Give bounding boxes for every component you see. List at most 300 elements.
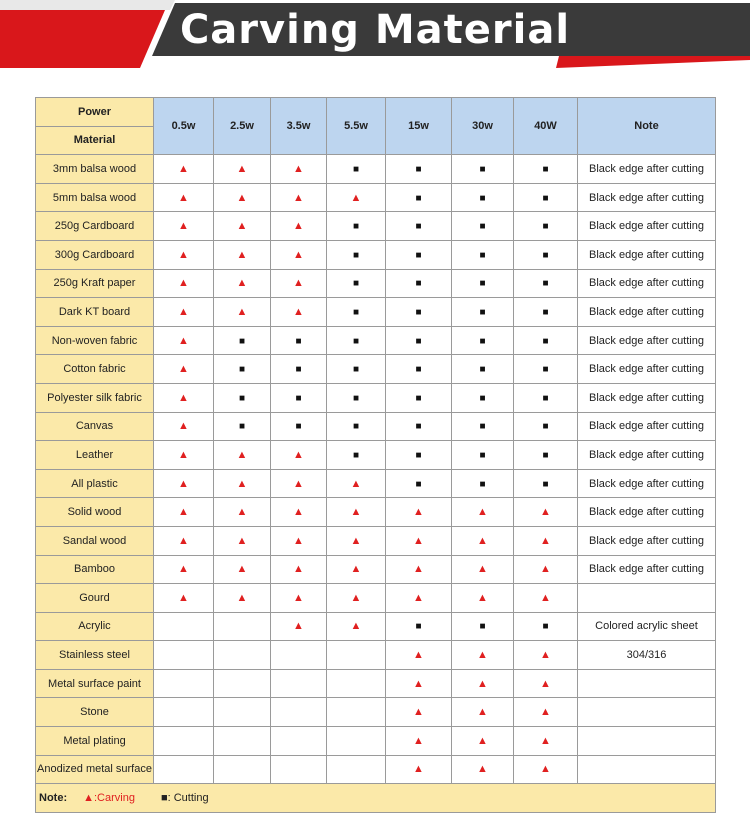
capability-cell [514,498,578,527]
capability-cell [327,412,386,441]
cutting-icon: ■ [295,421,302,433]
capability-cell [271,727,327,756]
cutting-icon: ■ [542,306,549,318]
capability-cell [327,727,386,756]
table-row [36,355,716,384]
material-cell: Non-woven fabric [36,326,154,355]
capability-cell [214,698,271,727]
note-cell: 304/316 [578,641,716,670]
capability-cell [214,412,271,441]
capability-cell [452,355,514,384]
capability-cell [452,498,514,527]
table-row [36,383,716,412]
capability-cell [327,269,386,298]
material-cell: Acrylic [36,612,154,641]
carving-icon: ▲ [178,448,189,461]
capability-cell [271,555,327,584]
capability-cell [386,469,452,498]
capability-cell [154,355,214,384]
carving-icon: ▲ [178,220,189,233]
carving-icon: ▲ [236,305,248,318]
legend [36,784,716,813]
note-cell: Black edge after cutting [578,355,716,384]
capability-cell [327,698,386,727]
capability-cell [154,727,214,756]
capability-cell [214,669,271,698]
carving-icon: ▲ [413,734,424,747]
carving-icon: ▲ [236,220,248,233]
cutting-icon: ■ [352,364,360,376]
carving-icon: ▲ [293,277,304,290]
capability-cell [154,698,214,727]
note-cell: Black edge after cutting [578,155,716,184]
table-row [36,183,716,212]
capability-cell [214,755,271,784]
material-cell: Solid wood [36,498,154,527]
cutting-icon: ■ [415,192,422,204]
capability-cell [271,155,327,184]
capability-cell [452,155,514,184]
cutting-icon: ■ [415,221,422,233]
carving-icon: ▲ [178,191,189,204]
capability-cell [327,469,386,498]
capability-cell [154,669,214,698]
material-cell: Bamboo [36,555,154,584]
material-cell: 250g Kraft paper [36,269,154,298]
material-cell: Sandal wood [36,526,154,555]
carving-icon: ▲ [236,162,248,175]
carving-icon: ▲ [178,591,189,604]
power-col-header: 30w [452,98,514,155]
capability-cell [452,669,514,698]
carving-icon: ▲ [293,620,304,633]
capability-cell [271,412,327,441]
capability-cell [514,755,578,784]
material-cell: Metal surface paint [36,669,154,698]
power-col-header: 40W [514,98,578,155]
cutting-icon: ■ [542,621,549,633]
capability-cell [514,240,578,269]
material-cell: Leather [36,441,154,470]
carving-icon: ▲ [477,591,488,604]
capability-cell [514,612,578,641]
cutting-icon: ■ [352,221,360,233]
capability-cell [214,240,271,269]
material-cell: Polyester silk fabric [36,383,154,412]
material-cell: 5mm balsa wood [36,183,154,212]
capability-cell [271,240,327,269]
cutting-icon: ■ [542,192,549,204]
capability-cell [327,326,386,355]
carving-icon: ▲ [413,649,424,662]
capability-cell [386,526,452,555]
cutting-icon: ■ [542,364,549,376]
capability-cell [214,441,271,470]
capability-cell [386,240,452,269]
material-cell: 250g Cardboard [36,212,154,241]
cutting-icon: ■ [542,478,549,490]
capability-cell [214,555,271,584]
material-cell: 3mm balsa wood [36,155,154,184]
capability-cell [271,584,327,613]
capability-cell [214,298,271,327]
capability-cell [154,612,214,641]
capability-cell [271,326,327,355]
capability-cell [214,383,271,412]
carving-icon: ▲ [178,477,189,490]
carving-icon: ▲ [293,506,304,519]
carving-icon: ▲ [178,248,189,261]
table-row [36,212,716,241]
table-row [36,298,716,327]
capability-cell [271,526,327,555]
capability-cell [452,641,514,670]
capability-cell [154,584,214,613]
capability-cell [271,355,327,384]
carving-icon: ▲ [236,191,248,204]
carving-icon: ▲ [477,534,488,547]
capability-cell [214,612,271,641]
cutting-icon: ■ [238,392,246,404]
capability-cell [514,383,578,412]
cutting-icon: ■ [479,278,486,290]
carving-icon: ▲ [236,248,248,261]
carving-icon: ▲ [413,563,424,576]
table-row [36,612,716,641]
cutting-icon: ■ [542,421,549,433]
note-cell: Black edge after cutting [578,269,716,298]
legend-carving: ▲:Carving [83,792,135,805]
note-col-header: Note [578,98,716,155]
legend-cutting: ■: Cutting [160,792,209,805]
capability-cell [271,498,327,527]
capability-cell [514,155,578,184]
capability-cell [154,555,214,584]
carving-icon: ▲ [350,620,362,633]
cutting-icon: ■ [479,163,486,175]
capability-cell [514,326,578,355]
capability-cell [327,383,386,412]
capability-cell [514,526,578,555]
cutting-icon: ■ [479,221,486,233]
title-banner [0,0,750,68]
capability-cell [452,212,514,241]
capability-cell [386,669,452,698]
cutting-icon: ■ [238,335,246,347]
capability-cell [452,727,514,756]
capability-cell [327,183,386,212]
power-col-header: 3.5w [271,98,327,155]
cutting-icon: ■ [238,364,246,376]
carving-icon: ▲ [293,305,304,318]
capability-cell [452,526,514,555]
carving-icon: ▲ [350,563,362,576]
capability-cell [327,555,386,584]
carving-icon: ▲ [293,477,304,490]
page-title: Carving Material [179,7,571,53]
carving-icon: ▲ [236,506,248,519]
capability-cell [514,298,578,327]
capability-cell [514,212,578,241]
capability-cell [327,498,386,527]
legend-note-label: Note: [39,792,68,805]
table-row [36,584,716,613]
carving-icon: ▲ [293,563,304,576]
table-row [36,441,716,470]
capability-cell [452,612,514,641]
header-row [36,98,716,127]
cutting-icon: ■ [479,249,486,261]
capability-cell [271,641,327,670]
capability-cell [514,469,578,498]
carving-icon: ▲ [413,706,424,719]
capability-cell [214,155,271,184]
note-cell: Black edge after cutting [578,326,716,355]
capability-cell [452,326,514,355]
cutting-icon: ■ [479,364,486,376]
capability-cell [154,183,214,212]
capability-cell [154,412,214,441]
capability-cell [514,584,578,613]
capability-cell [386,441,452,470]
cutting-icon: ■ [238,421,246,433]
carving-icon: ▲ [540,763,551,776]
cutting-icon: ■ [479,335,486,347]
cutting-icon: ■ [352,249,360,261]
capability-cell [514,727,578,756]
note-cell: Black edge after cutting [578,498,716,527]
cutting-icon: ■ [542,221,549,233]
carving-icon: ▲ [477,563,488,576]
note-cell: Black edge after cutting [578,212,716,241]
carving-icon: ▲ [178,305,189,318]
note-cell: Black edge after cutting [578,526,716,555]
capability-cell [452,269,514,298]
cutting-icon: ■ [415,163,422,175]
carving-icon: ▲ [350,191,362,204]
capability-cell [386,584,452,613]
material-cell: Gourd [36,584,154,613]
cutting-icon: ■ [479,449,486,461]
material-cell: Metal plating [36,727,154,756]
power-header: Power [36,98,154,127]
capability-cell [327,155,386,184]
capability-cell [386,212,452,241]
material-cell: All plastic [36,469,154,498]
capability-cell [154,298,214,327]
capability-cell [271,698,327,727]
note-cell: Black edge after cutting [578,383,716,412]
carving-icon: ▲ [293,591,304,604]
note-cell: Black edge after cutting [578,555,716,584]
carving-icon: ▲ [236,563,248,576]
material-cell: Canvas [36,412,154,441]
power-col-header: 0.5w [154,98,214,155]
capability-cell [154,441,214,470]
cutting-icon: ■ [295,364,302,376]
carving-icon: ▲ [540,649,551,662]
capability-cell [386,498,452,527]
capability-cell [452,469,514,498]
table-row [36,641,716,670]
capability-cell [327,584,386,613]
capability-cell [154,469,214,498]
cutting-icon: ■ [542,335,549,347]
table-row [36,555,716,584]
carving-icon: ▲ [477,706,488,719]
capability-cell [514,269,578,298]
cutting-icon: ■ [542,449,549,461]
carving-icon: ▲ [178,506,189,519]
capability-cell [214,498,271,527]
capability-cell [214,727,271,756]
table-row [36,698,716,727]
cutting-icon: ■ [479,306,486,318]
cutting-icon: ■ [415,478,422,490]
capability-cell [386,641,452,670]
legend-row [36,784,716,813]
capability-cell [154,755,214,784]
cutting-icon: ■ [415,421,422,433]
capability-cell [386,698,452,727]
carving-icon: ▲ [178,277,189,290]
note-cell: Black edge after cutting [578,469,716,498]
capability-cell [452,412,514,441]
carving-icon: ▲ [350,534,362,547]
cutting-icon: ■ [352,335,360,347]
capability-cell [386,412,452,441]
carving-icon: ▲ [540,591,551,604]
note-cell: Black edge after cutting [578,298,716,327]
material-cell: Stainless steel [36,641,154,670]
capability-cell [154,526,214,555]
capability-cell [154,212,214,241]
note-cell [578,698,716,727]
note-cell: Colored acrylic sheet [578,612,716,641]
material-cell: 300g Cardboard [36,240,154,269]
capability-cell [154,383,214,412]
capability-cell [214,584,271,613]
capability-cell [214,183,271,212]
cutting-icon: ■ [415,621,422,633]
capability-cell [514,412,578,441]
cutting-icon: ■ [295,335,302,347]
table-row [36,498,716,527]
carving-icon: ▲ [540,677,551,690]
capability-cell [514,555,578,584]
cutting-icon: ■ [542,278,549,290]
capability-cell [271,612,327,641]
carving-icon: ▲ [236,477,248,490]
capability-cell [452,441,514,470]
table-row [36,669,716,698]
capability-cell [452,183,514,212]
carving-icon: ▲ [477,649,488,662]
table-row [36,155,716,184]
carving-icon: ▲ [178,391,189,404]
note-cell [578,727,716,756]
capability-cell [514,641,578,670]
power-col-header: 15w [386,98,452,155]
capability-cell [327,755,386,784]
cutting-icon: ■ [542,249,549,261]
material-header: Material [36,126,154,155]
capability-cell [214,326,271,355]
cutting-icon: ■ [415,335,422,347]
carving-icon: ▲ [477,734,488,747]
capability-cell [514,183,578,212]
cutting-icon: ■ [542,163,549,175]
carving-icon: ▲ [178,162,189,175]
carving-icon: ▲ [540,506,551,519]
power-col-header: 2.5w [214,98,271,155]
capability-cell [154,326,214,355]
cutting-icon: ■ [479,392,486,404]
carving-icon: ▲ [178,420,189,433]
capability-cell [514,441,578,470]
capability-cell [271,212,327,241]
capability-cell [386,612,452,641]
cutting-icon: ■ [415,278,422,290]
cutting-icon: ■ [352,421,360,433]
capability-cell [271,269,327,298]
carving-icon: ▲ [477,763,488,776]
carving-icon: ▲ [293,448,304,461]
table-row [36,727,716,756]
carving-icon: ▲ [236,534,248,547]
note-cell [578,669,716,698]
carving-icon: ▲ [293,220,304,233]
capability-cell [452,298,514,327]
material-cell: Dark KT board [36,298,154,327]
capability-cell [327,612,386,641]
capability-cell [271,298,327,327]
carving-icon: ▲ [413,763,424,776]
capability-cell [271,755,327,784]
capability-cell [386,269,452,298]
capability-cell [452,584,514,613]
carving-icon: ▲ [293,248,304,261]
carving-icon: ▲ [178,334,189,347]
carving-icon: ▲ [540,734,551,747]
capability-cell [271,183,327,212]
capability-cell [327,298,386,327]
capability-cell [271,383,327,412]
capability-cell [271,669,327,698]
capability-cell [271,469,327,498]
carving-icon: ▲ [293,534,304,547]
carving-icon: ▲ [350,477,362,490]
capability-cell [327,212,386,241]
cutting-icon: ■ [352,392,360,404]
material-cell: Anodized metal surface [36,755,154,784]
cutting-icon: ■ [352,163,360,175]
capability-cell [214,526,271,555]
cutting-icon: ■ [352,306,360,318]
table-row [36,526,716,555]
carving-icon: ▲ [540,706,551,719]
capability-cell [386,355,452,384]
capability-cell [386,183,452,212]
cutting-icon: ■ [479,621,486,633]
capability-cell [154,641,214,670]
carving-icon: ▲ [236,591,248,604]
carving-icon: ▲ [477,677,488,690]
carving-icon: ▲ [540,534,551,547]
capability-cell [386,555,452,584]
capability-cell [452,698,514,727]
capability-cell [214,469,271,498]
